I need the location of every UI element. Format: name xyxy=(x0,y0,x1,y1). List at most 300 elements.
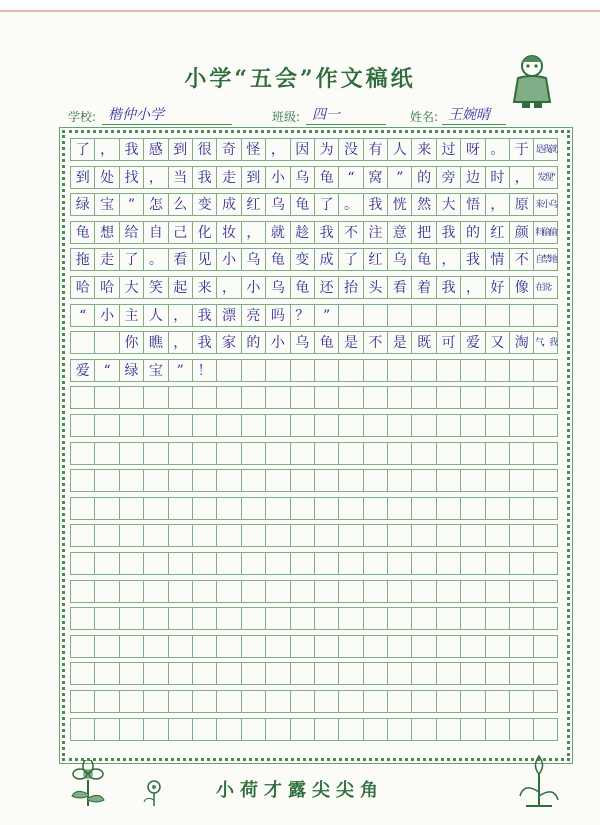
grid-cell xyxy=(265,414,289,437)
grid-cell xyxy=(533,497,557,520)
grid-cell xyxy=(363,304,387,327)
grid-cell: 哈 xyxy=(70,276,94,299)
grid-cell: 大 xyxy=(436,193,460,216)
grid-cell: 宝 xyxy=(94,193,118,216)
lily-flower-icon xyxy=(514,752,564,810)
grid-cell xyxy=(241,607,265,630)
grid-cell xyxy=(290,552,314,575)
grid-cell: 到 xyxy=(241,166,265,189)
grid-cell xyxy=(265,718,289,741)
grid-cell xyxy=(436,580,460,603)
grid-cell xyxy=(143,469,167,492)
grid-cell: 漂 xyxy=(216,304,240,327)
grid-cell xyxy=(509,469,533,492)
name-underline xyxy=(442,124,506,125)
class-value: 四一 xyxy=(312,107,340,123)
grid-cell: 家 xyxy=(216,331,240,354)
grid-cell xyxy=(411,580,435,603)
grid-cell: 过 xyxy=(436,138,460,161)
grid-cell: ， xyxy=(460,276,484,299)
grid-cell xyxy=(94,635,118,658)
grid-cell xyxy=(338,304,362,327)
grid-cell xyxy=(70,690,94,713)
grid-cell: 红 xyxy=(241,193,265,216)
grid-cell: 小 xyxy=(241,276,265,299)
grid-cell xyxy=(485,580,509,603)
grid-cell xyxy=(436,359,460,382)
grid-row xyxy=(70,607,558,630)
grid-cell xyxy=(460,524,484,547)
grid-cell: 走 xyxy=(216,166,240,189)
grid-cell xyxy=(460,469,484,492)
grid-cell xyxy=(265,524,289,547)
grid-cell xyxy=(70,497,94,520)
grid-cell xyxy=(314,662,338,685)
grid-cell: 乌 xyxy=(290,331,314,354)
grid-cell xyxy=(314,524,338,547)
grid-cell: 当 xyxy=(168,166,192,189)
grid-cell: 我 xyxy=(436,221,460,244)
grid-cell xyxy=(485,469,509,492)
grid-cell xyxy=(387,442,411,465)
grid-cell: 为 xyxy=(314,138,338,161)
grid-cell: 情 xyxy=(485,248,509,271)
grid-cell: 己 xyxy=(168,221,192,244)
grid-cell xyxy=(387,497,411,520)
mascot-icon xyxy=(508,52,556,110)
grid-row xyxy=(70,552,558,575)
grid-cell xyxy=(387,414,411,437)
grid-cell: 我 xyxy=(314,221,338,244)
grid-cell xyxy=(192,414,216,437)
grid-cell xyxy=(411,718,435,741)
grid-cell: 气，我 xyxy=(533,331,557,354)
grid-cell xyxy=(338,386,362,409)
grid-cell: ？ xyxy=(290,304,314,327)
grid-cell: ， xyxy=(436,248,460,271)
grid-cell xyxy=(216,469,240,492)
grid-cell: “ xyxy=(70,304,94,327)
grid-cell xyxy=(290,442,314,465)
grid-cell: 于 xyxy=(509,138,533,161)
grid-cell xyxy=(290,414,314,437)
grid-cell xyxy=(119,497,143,520)
grid-cell xyxy=(192,386,216,409)
grid-cell xyxy=(460,635,484,658)
grid-cell: ， xyxy=(216,276,240,299)
class-underline xyxy=(306,124,386,125)
grid-cell: 既 xyxy=(411,331,435,354)
grid-cell: 的 xyxy=(460,221,484,244)
grid-cell: 来小乌 xyxy=(533,193,557,216)
grid-cell xyxy=(411,607,435,630)
grid-row xyxy=(70,221,558,244)
grid-cell: 边 xyxy=(460,166,484,189)
grid-cell xyxy=(485,497,509,520)
grid-cell xyxy=(290,497,314,520)
grid-cell xyxy=(363,524,387,547)
grid-cell xyxy=(290,690,314,713)
grid-cell: 来 xyxy=(411,138,435,161)
grid-cell xyxy=(411,524,435,547)
grid-cell: 小 xyxy=(265,331,289,354)
grid-cell xyxy=(460,497,484,520)
grid-cell xyxy=(338,552,362,575)
grid-cell xyxy=(94,718,118,741)
name-label: 姓名: xyxy=(410,110,439,124)
grid-cell xyxy=(411,359,435,382)
grid-cell xyxy=(143,607,167,630)
grid-cell xyxy=(168,552,192,575)
grid-cell xyxy=(363,414,387,437)
grid-cell xyxy=(290,469,314,492)
grid-cell xyxy=(241,359,265,382)
grid-cell xyxy=(265,662,289,685)
grid-cell: 龟 xyxy=(290,276,314,299)
grid-cell xyxy=(143,690,167,713)
grid-cell: 很 xyxy=(192,138,216,161)
grid-cell: 好 xyxy=(485,276,509,299)
grid-cell xyxy=(265,442,289,465)
grid-row xyxy=(70,166,558,189)
grid-cell xyxy=(241,552,265,575)
grid-cell: 呀 xyxy=(460,138,484,161)
grid-cell: 抬 xyxy=(338,276,362,299)
grid-cell xyxy=(216,580,240,603)
grid-cell: 龟 xyxy=(411,248,435,271)
grid-cell xyxy=(314,386,338,409)
grid-cell xyxy=(387,635,411,658)
grid-cell: 原 xyxy=(509,193,533,216)
grid-cell xyxy=(533,690,557,713)
grid-cell xyxy=(70,635,94,658)
grid-cell xyxy=(70,718,94,741)
grid-cell xyxy=(509,442,533,465)
grid-cell: 窝 xyxy=(363,166,387,189)
grid-cell xyxy=(216,524,240,547)
grid-cell xyxy=(119,690,143,713)
writing-grid xyxy=(70,138,558,750)
grid-row xyxy=(70,331,558,354)
grid-cell: 不 xyxy=(509,248,533,271)
grid-cell: 见 xyxy=(192,248,216,271)
grid-cell xyxy=(436,414,460,437)
grid-cell: 红 xyxy=(363,248,387,271)
grid-cell xyxy=(460,690,484,713)
grid-cell xyxy=(436,662,460,685)
grid-cell xyxy=(338,718,362,741)
grid-row xyxy=(70,718,558,741)
grid-cell xyxy=(485,386,509,409)
grid-cell: 找 xyxy=(119,166,143,189)
grid-cell xyxy=(533,469,557,492)
grid-cell xyxy=(216,359,240,382)
grid-cell xyxy=(143,580,167,603)
grid-cell xyxy=(241,497,265,520)
grid-cell xyxy=(460,662,484,685)
grid-cell xyxy=(94,331,118,354)
grid-cell xyxy=(509,524,533,547)
grid-cell xyxy=(509,497,533,520)
grid-cell: “ xyxy=(338,166,362,189)
grid-cell xyxy=(168,635,192,658)
grid-cell xyxy=(509,607,533,630)
grid-cell: 亮 xyxy=(241,304,265,327)
grid-cell xyxy=(338,469,362,492)
grid-cell xyxy=(363,690,387,713)
grid-cell: 乌 xyxy=(265,276,289,299)
grid-cell: 奇 xyxy=(216,138,240,161)
grid-row xyxy=(70,662,558,685)
grid-cell: 趁 xyxy=(290,221,314,244)
grid-cell xyxy=(509,552,533,575)
grid-cell xyxy=(265,359,289,382)
grid-cell: 意 xyxy=(387,221,411,244)
grid-row xyxy=(70,524,558,547)
grid-cell: 不 xyxy=(363,331,387,354)
grid-cell xyxy=(94,552,118,575)
grid-cell xyxy=(119,524,143,547)
grid-cell: 颜 xyxy=(509,221,533,244)
grid-cell: 把 xyxy=(411,221,435,244)
grid-cell xyxy=(485,524,509,547)
grid-cell xyxy=(509,386,533,409)
grid-cell xyxy=(436,497,460,520)
grid-cell xyxy=(241,690,265,713)
grid-cell: 没 xyxy=(338,138,362,161)
grid-cell xyxy=(94,524,118,547)
school-label: 学校: xyxy=(68,110,97,124)
grid-cell: 拖 xyxy=(70,248,94,271)
grid-cell xyxy=(314,414,338,437)
grid-cell: 笑 xyxy=(143,276,167,299)
grid-cell xyxy=(509,414,533,437)
grid-cell xyxy=(290,607,314,630)
grid-cell xyxy=(168,718,192,741)
grid-cell xyxy=(168,690,192,713)
grid-cell: 化 xyxy=(192,221,216,244)
grid-cell xyxy=(387,469,411,492)
grid-cell xyxy=(192,469,216,492)
grid-cell: 我 xyxy=(436,276,460,299)
grid-cell: 发现“ xyxy=(533,166,557,189)
grid-cell xyxy=(119,414,143,437)
grid-cell: ， xyxy=(143,166,167,189)
grid-cell xyxy=(94,662,118,685)
grid-cell xyxy=(436,718,460,741)
grid-cell xyxy=(314,469,338,492)
grid-cell: 小 xyxy=(94,304,118,327)
grid-cell xyxy=(338,524,362,547)
grid-cell: 人 xyxy=(143,304,167,327)
grid-cell xyxy=(94,386,118,409)
grid-cell: 时 xyxy=(485,166,509,189)
grid-cell: 因 xyxy=(290,138,314,161)
grid-cell: 起 xyxy=(168,276,192,299)
grid-cell xyxy=(509,580,533,603)
grid-cell: 成 xyxy=(216,193,240,216)
grid-cell xyxy=(436,690,460,713)
grid-row xyxy=(70,469,558,492)
grid-cell: ， xyxy=(168,331,192,354)
grid-cell: 变 xyxy=(192,193,216,216)
grid-cell xyxy=(143,497,167,520)
grid-cell xyxy=(338,635,362,658)
grid-cell: 爱 xyxy=(70,359,94,382)
grid-cell xyxy=(216,690,240,713)
grid-cell: 到 xyxy=(168,138,192,161)
grid-cell xyxy=(265,469,289,492)
grid-cell xyxy=(509,718,533,741)
grid-cell: 我 xyxy=(119,138,143,161)
grid-cell: 小 xyxy=(265,166,289,189)
grid-cell xyxy=(509,635,533,658)
grid-cell: 龟 xyxy=(314,166,338,189)
page-title: 小学“五会”作文稿纸 xyxy=(184,66,416,92)
grid-cell xyxy=(485,662,509,685)
grid-cell xyxy=(387,690,411,713)
grid-cell xyxy=(411,414,435,437)
footer-slogan: 小荷才露尖尖角 xyxy=(216,780,384,801)
grid-cell xyxy=(119,662,143,685)
grid-cell xyxy=(509,662,533,685)
grid-cell xyxy=(241,414,265,437)
grid-cell: 不 xyxy=(338,221,362,244)
grid-cell xyxy=(509,359,533,382)
grid-cell xyxy=(338,414,362,437)
grid-cell xyxy=(314,359,338,382)
grid-cell xyxy=(533,552,557,575)
grid-cell: 想 xyxy=(94,221,118,244)
grid-cell xyxy=(436,304,460,327)
grid-cell: 乌 xyxy=(387,248,411,271)
grid-cell xyxy=(70,552,94,575)
grid-cell: 龟 xyxy=(314,331,338,354)
grid-cell xyxy=(192,718,216,741)
grid-cell xyxy=(436,607,460,630)
grid-cell xyxy=(265,690,289,713)
grid-cell: 走 xyxy=(94,248,118,271)
grid-cell: 我 xyxy=(192,166,216,189)
grid-cell xyxy=(460,718,484,741)
grid-cell xyxy=(411,690,435,713)
grid-cell xyxy=(265,580,289,603)
grid-cell xyxy=(314,718,338,741)
grid-cell: ！ xyxy=(192,359,216,382)
grid-cell xyxy=(314,607,338,630)
grid-cell xyxy=(314,690,338,713)
grid-row xyxy=(70,276,558,299)
grid-cell: ” xyxy=(387,166,411,189)
grid-cell: ， xyxy=(94,138,118,161)
grid-cell xyxy=(533,580,557,603)
grid-cell xyxy=(143,386,167,409)
grid-cell xyxy=(485,304,509,327)
grid-cell: 料偷偷 xyxy=(533,221,557,244)
grid-row xyxy=(70,580,558,603)
grid-cell: 感 xyxy=(143,138,167,161)
grid-cell xyxy=(411,304,435,327)
grid-cell xyxy=(533,414,557,437)
grid-cell: 的 xyxy=(411,166,435,189)
grid-cell: ” xyxy=(168,359,192,382)
grid-cell: ” xyxy=(314,304,338,327)
grid-cell xyxy=(460,442,484,465)
grid-cell xyxy=(363,718,387,741)
grid-cell: 是我就 xyxy=(533,138,557,161)
grid-cell xyxy=(119,635,143,658)
grid-cell xyxy=(411,662,435,685)
grid-cell xyxy=(485,552,509,575)
grid-cell xyxy=(216,662,240,685)
grid-cell: 人 xyxy=(387,138,411,161)
grid-cell: 你 xyxy=(119,331,143,354)
grid-cell xyxy=(314,580,338,603)
grid-cell xyxy=(363,635,387,658)
grid-cell xyxy=(314,635,338,658)
grid-cell: 可 xyxy=(436,331,460,354)
school-value: 楷仲小学 xyxy=(108,107,164,123)
grid-cell xyxy=(290,359,314,382)
grid-cell xyxy=(168,414,192,437)
grid-cell xyxy=(241,580,265,603)
grid-cell xyxy=(216,386,240,409)
grid-cell xyxy=(216,552,240,575)
grid-cell xyxy=(94,469,118,492)
grid-cell xyxy=(168,497,192,520)
grid-cell: 自 xyxy=(143,221,167,244)
grid-cell: 恍 xyxy=(387,193,411,216)
grid-cell xyxy=(192,524,216,547)
grid-row xyxy=(70,442,558,465)
grid-cell: 绿 xyxy=(119,359,143,382)
grid-cell xyxy=(70,524,94,547)
grid-cell xyxy=(533,718,557,741)
grid-cell xyxy=(192,607,216,630)
grid-cell: 像 xyxy=(509,276,533,299)
grid-cell xyxy=(436,442,460,465)
grid-cell xyxy=(485,442,509,465)
grid-cell xyxy=(533,442,557,465)
grid-cell xyxy=(168,607,192,630)
grid-cell: ， xyxy=(241,221,265,244)
grid-cell xyxy=(485,414,509,437)
grid-cell: 是 xyxy=(387,331,411,354)
grid-cell: 绿 xyxy=(70,193,94,216)
grid-cell xyxy=(533,635,557,658)
grid-row xyxy=(70,414,558,437)
grid-cell: 然 xyxy=(411,193,435,216)
grid-cell xyxy=(119,552,143,575)
grid-cell xyxy=(70,414,94,437)
grid-cell: 到 xyxy=(70,166,94,189)
grid-cell xyxy=(143,524,167,547)
grid-cell xyxy=(460,607,484,630)
grid-cell: 乌 xyxy=(241,248,265,271)
grid-cell xyxy=(460,552,484,575)
grid-row xyxy=(70,635,558,658)
grid-cell xyxy=(509,304,533,327)
grid-cell xyxy=(94,414,118,437)
grid-cell: 变 xyxy=(290,248,314,271)
grid-cell xyxy=(314,442,338,465)
grid-row xyxy=(70,138,558,161)
grid-row xyxy=(70,193,558,216)
grid-cell xyxy=(290,662,314,685)
grid-cell xyxy=(363,386,387,409)
grid-cell xyxy=(533,386,557,409)
grid-cell xyxy=(460,386,484,409)
